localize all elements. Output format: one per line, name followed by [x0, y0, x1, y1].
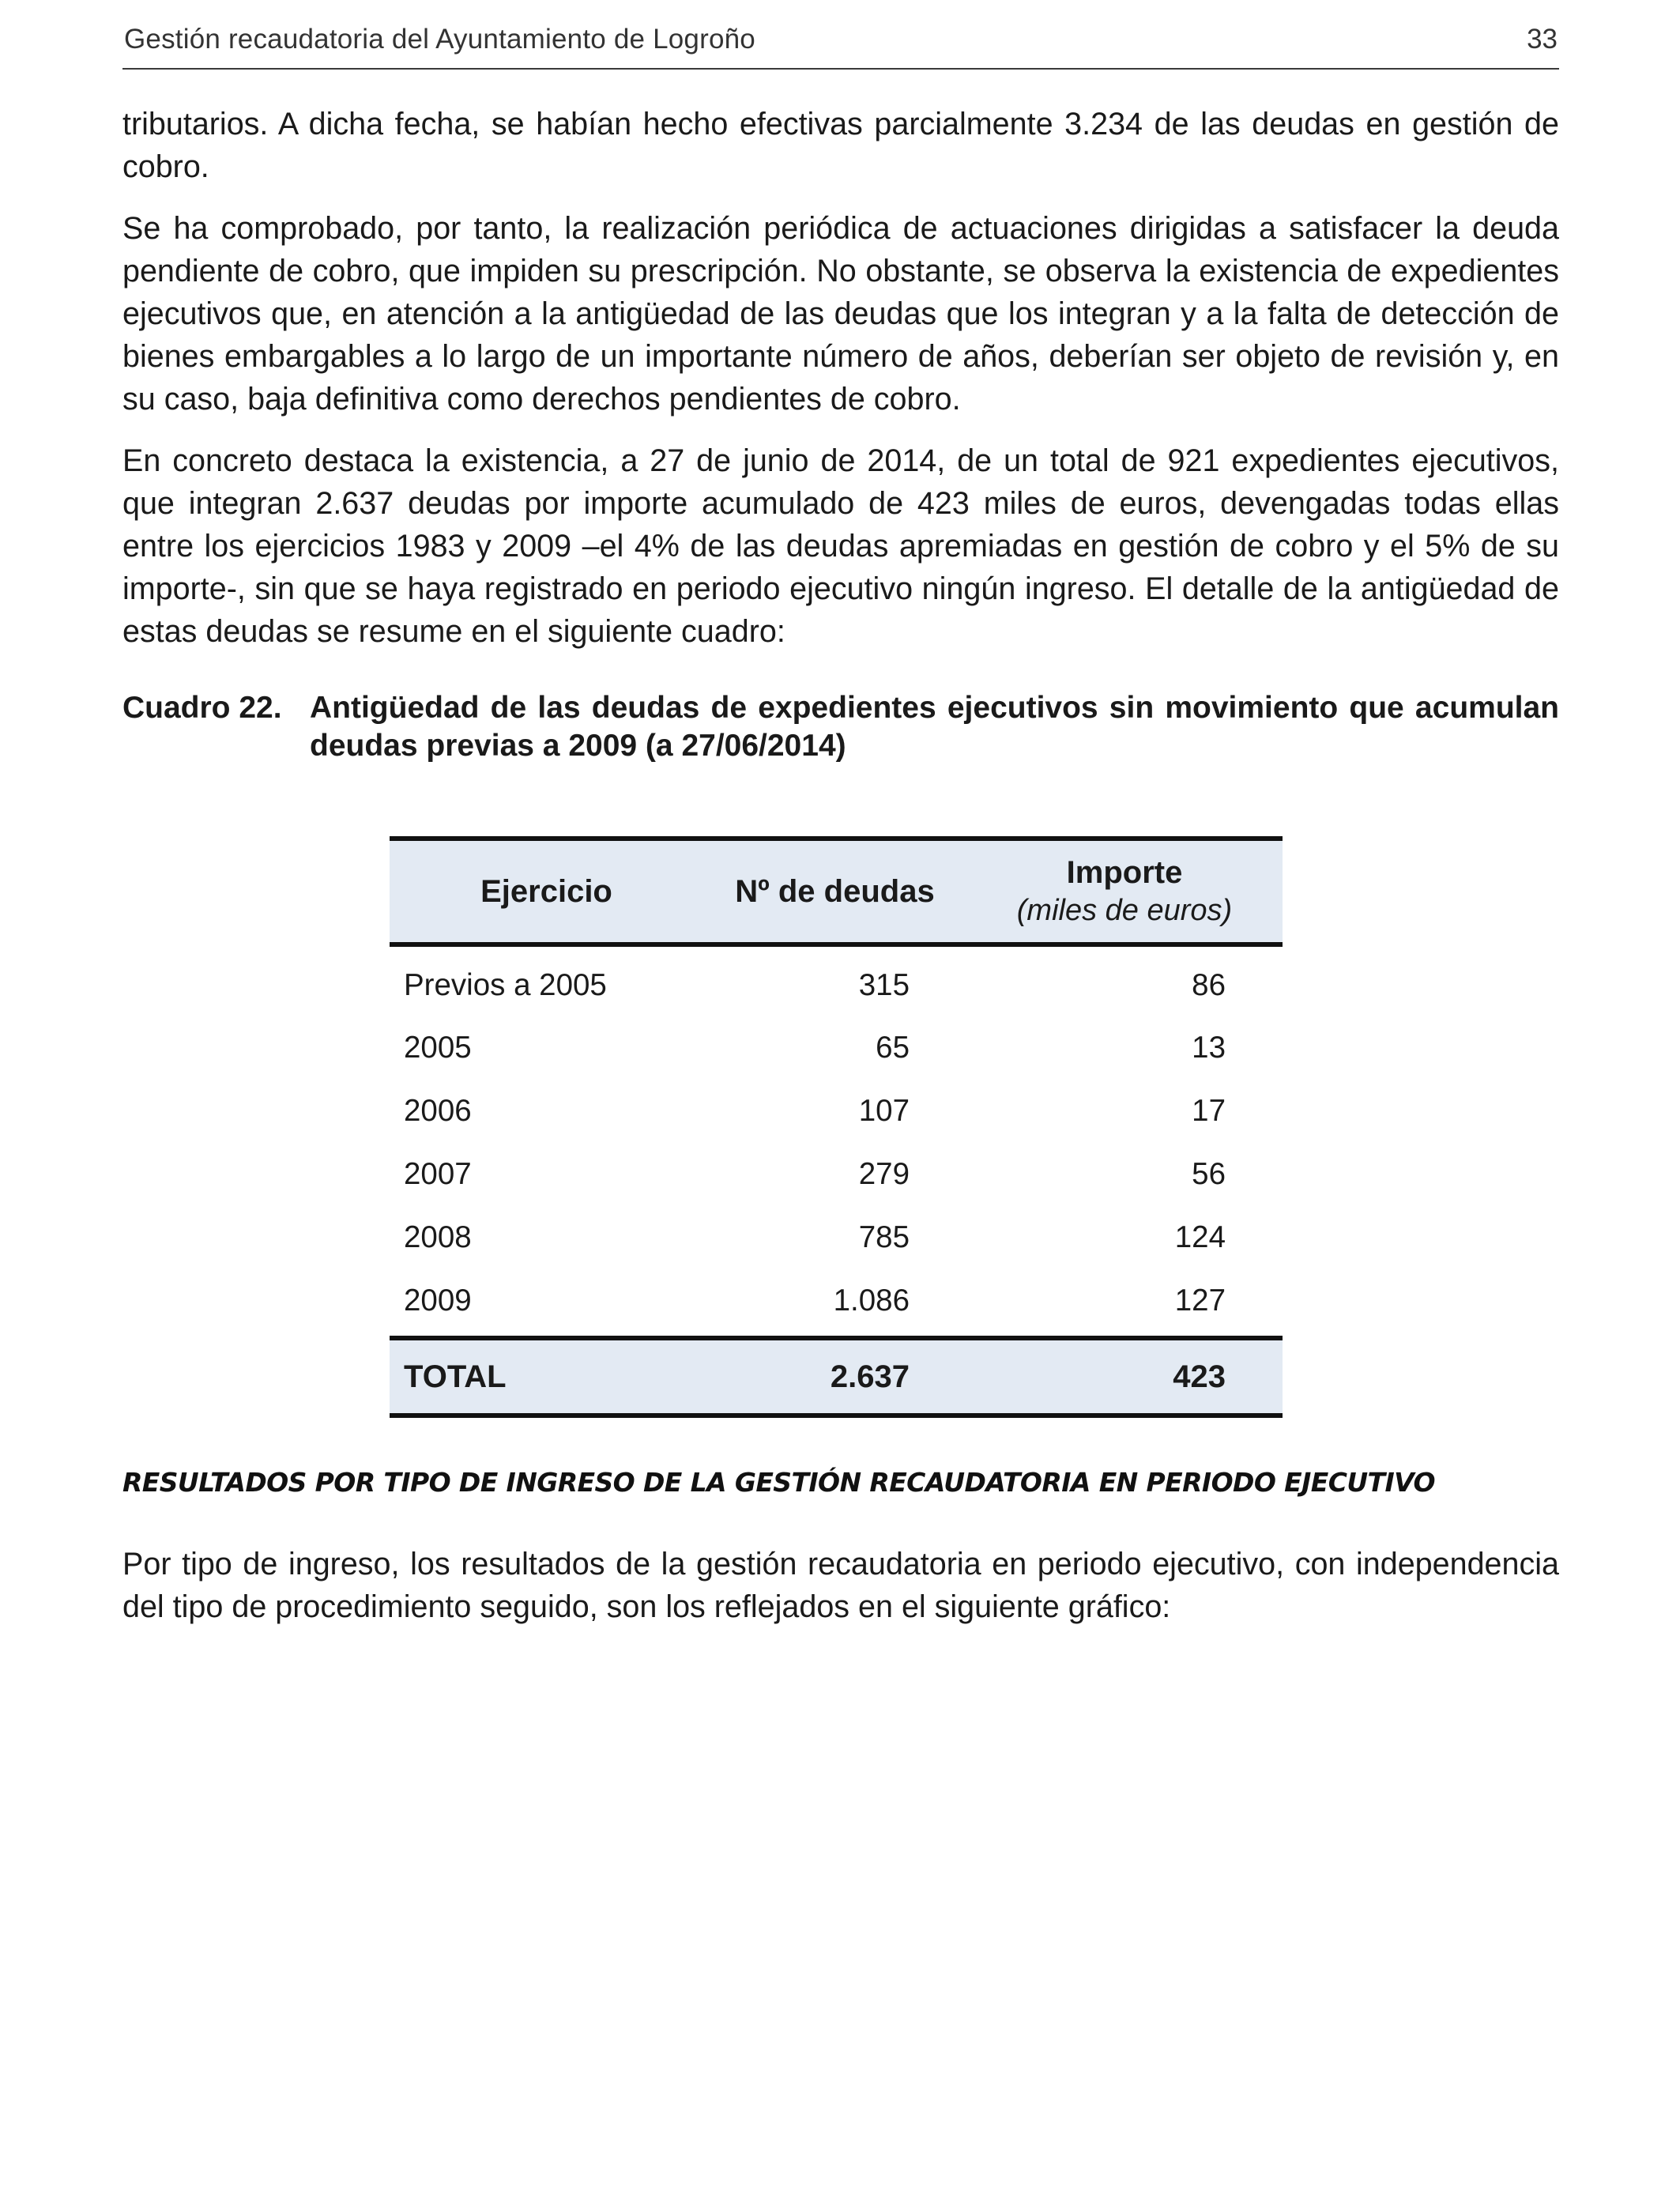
- paragraph-1: tributarios. A dicha fecha, se habían hecho efectivas parcialmente 3.234 de las deudas en gestión de cobro.: [122, 107, 1559, 184]
- cell-deudas: 1.086: [833, 1284, 910, 1318]
- table-header-row: [390, 839, 1283, 944]
- table-row: [390, 1143, 1283, 1206]
- header-importe-label: Importe: [1066, 855, 1183, 890]
- cell-ejercicio: 2008: [404, 1220, 472, 1254]
- section-heading: RESULTADOS POR TIPO DE INGRESO DE LA GESTIÓN RECAUDATORIA EN PERIODO EJECUTIVO: [122, 1467, 1435, 1498]
- header-importe: [966, 839, 1283, 944]
- paragraph-2: Se ha comprobado, por tanto, la realización periódica de actuaciones dirigidas a satisfacer la deuda pendiente de cobro, que impiden su prescripción. No obstante, se observa la existencia de expedientes ejecutivos que, en atención a la antigüedad de las deudas que los integran y a la falta de detección de bienes embargables a lo largo de un importante número de años, deberían ser objeto de revisión y, en su caso, baja definitiva como derechos pendientes de cobro.: [122, 211, 1559, 417]
- cell-importe: 86: [1192, 968, 1226, 1002]
- table-row: [390, 1269, 1283, 1338]
- cell-importe: 56: [1192, 1157, 1226, 1191]
- header-importe-unit: (miles de euros): [1016, 894, 1233, 927]
- cell-deudas: 107: [858, 1094, 910, 1128]
- cell-ejercicio: 2006: [404, 1094, 472, 1128]
- page-header: [122, 21, 1559, 70]
- cell-ejercicio: 2005: [404, 1031, 472, 1065]
- table-caption-label: Cuadro 22.: [122, 691, 282, 725]
- table-row: [390, 1016, 1283, 1080]
- header-deudas: [703, 839, 966, 944]
- paragraph-4: Por tipo de ingreso, los resultados de la gestión recaudatoria en periodo ejecutivo, con independencia del tipo de procedimiento seguido, son los reflejados en el siguiente gráfico:: [122, 1547, 1559, 1624]
- cell-ejercicio: 2007: [404, 1157, 472, 1191]
- table-caption: [122, 689, 1559, 765]
- table-row: [390, 1080, 1283, 1143]
- total-importe: 423: [966, 1338, 1283, 1416]
- cell-importe: 13: [1192, 1031, 1226, 1065]
- cell-deudas: 785: [858, 1220, 910, 1254]
- cell-importe: 127: [1174, 1284, 1226, 1318]
- cell-ejercicio: Previos a 2005: [404, 968, 607, 1002]
- running-title: Gestión recaudatoria del Ayuntamiento de Logroño: [124, 24, 755, 55]
- header-deudas-label: Nº de deudas: [735, 874, 935, 909]
- cell-importe: 124: [1174, 1220, 1226, 1254]
- page-number: 33: [1527, 24, 1558, 55]
- table-row: [390, 944, 1283, 1016]
- debt-age-table: [390, 836, 1283, 1418]
- cell-deudas: 65: [876, 1031, 910, 1065]
- cell-deudas: 279: [858, 1157, 910, 1191]
- cell-importe: 17: [1192, 1094, 1226, 1128]
- header-ejercicio: [390, 839, 703, 944]
- header-ejercicio-label: Ejercicio: [480, 874, 612, 909]
- total-label: TOTAL: [390, 1338, 703, 1416]
- cell-ejercicio: 2009: [404, 1284, 472, 1318]
- cell-deudas: 315: [858, 968, 910, 1002]
- paragraph-3: En concreto destaca la existencia, a 27 de junio de 2014, de un total de 921 expedientes ejecutivos, que integran 2.637 deudas por importe acumulado de 423 miles de euros, devengadas todas ellas entre los ejercicios 1983 y 2009 –el 4% de las deudas apremiadas en gestión de cobro y el 5% de su importe-, sin que se haya registrado en periodo ejecutivo ningún ingreso. El detalle de la antigüedad de estas deudas se resume en el siguiente cuadro:: [122, 443, 1559, 649]
- table-row: [390, 1206, 1283, 1269]
- table-total-row: [390, 1338, 1283, 1416]
- table-caption-text: Antigüedad de las deudas de expedientes ejecutivos sin movimiento que acumulan deudas previas a 2009 (a 27/06/2014): [310, 691, 1559, 763]
- total-deudas: 2.637: [703, 1338, 966, 1416]
